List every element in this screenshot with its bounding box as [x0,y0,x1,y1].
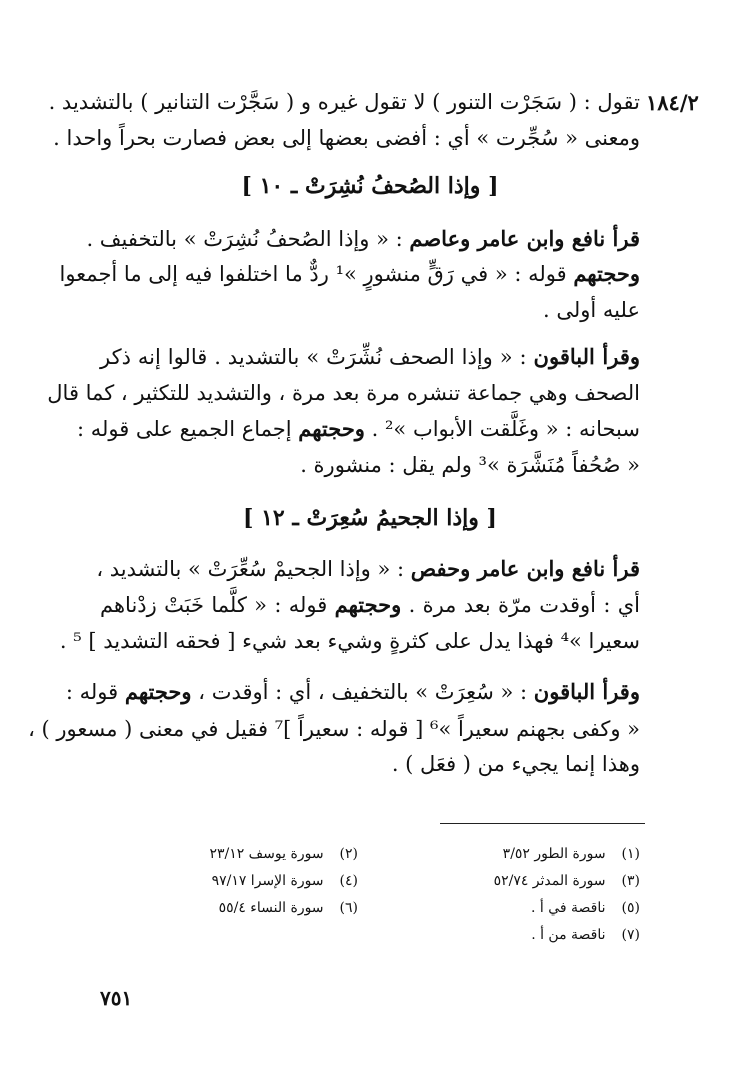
text-span: : « وإذا الصُحفُ نُشِرَتْ » بالتخفيف . [86,227,403,251]
footnote-text: سورة يوسف ٢٣/١٢ [209,846,324,862]
text-line: تقول : ( سَجَرْت التنور ) لا تقول غيره و ( سَجَّرْت التنانير ) بالتشديد . [48,90,640,114]
footnote-number: (١) [621,846,640,862]
text-line: الصحف وهي جماعة تنشره مرة بعد مرة ، والتشديد للتكثير ، كما قال [47,381,640,405]
argument-label: وحجتهم [298,416,365,441]
text-line [76,415,640,443]
text-line: « صُحُفاً مُنَشَّرَة »³ ولم يقل : منشورة . [300,453,640,477]
margin-reference-number: ١٨٤/٢ [646,90,699,115]
footnote-text: سورة الطور ٣/٥٢ [502,846,606,862]
footnote-item [531,900,640,916]
reader-names: قرأ نافع وابن عامر وعاصم [409,226,640,251]
text-line [86,225,640,253]
argument-label: وحجتهم [334,592,402,617]
footnote-item [531,927,640,943]
text-line: « وكفى بجهنم سعيراً »⁶ [ قوله : سعيراً ]⁷ فقيل في معنى ( مسعور ) ، [28,717,640,741]
reader-names: قرأ نافع وابن عامر وحفص [410,556,640,581]
text-line: وهذا إنما يجيء من ( فعَل ) . [391,752,640,776]
footnote-text: سورة الإسرا ٩٧/١٧ [211,873,324,889]
footnote-number: (٤) [339,873,358,889]
argument-label: وحجتهم [573,261,640,286]
text-span: قوله : « كلَّما خَبَتْ زدْناهم [100,593,328,617]
text-span: : « وإذا الجحيمْ سُعِّرَتْ » بالتشديد ، [96,557,405,581]
reader-names: وقرأ الباقون [533,344,640,369]
text-line [96,555,640,583]
text-span: سبحانه : « وغَلَّقت الأبواب »² . [371,417,640,441]
reader-names: وقرأ الباقون [533,679,640,704]
footnote-text: ناقصة في أ . [530,900,606,916]
text-line [100,343,640,371]
text-line: عليه أولى . [543,298,640,322]
text-line [100,591,640,619]
text-span: : « سُعِرَتْ » بالتخفيف ، أي : أوقدت ، [198,680,528,704]
page-number: ٧٥١ [100,986,133,1010]
text-span: أي : أوقدت مرّة بعد مرة . [408,593,640,617]
text-line: سعيرا »⁴ فهذا يدل على كثرةٍ وشيء بعد شيء [ فحقه التشديد ] ⁵ . [59,629,640,653]
text-line [59,260,640,288]
footnote-divider [440,823,645,824]
section-heading: [ وإذا الجحيمُ سُعِرَتْ ـ ١٢ ] [243,505,497,531]
text-span: إجماع الجميع على قوله : [76,417,292,441]
footnote-number: (٥) [621,900,640,916]
footnote-number: (٧) [621,927,640,943]
footnote-text: ناقصة من أ . [531,927,606,943]
footnote-number: (٣) [621,873,640,889]
text-span: : « وإذا الصحف نُشِّرَتْ » بالتشديد . قالوا إنه ذكر [100,345,527,369]
footnote-text: سورة المدثر ٥٢/٧٤ [493,873,606,889]
footnote-item [219,900,358,916]
footnote-text: سورة النساء ٥٥/٤ [218,900,324,916]
footnote-item [209,846,358,862]
footnote-item [503,846,640,862]
footnote-number: (٢) [339,846,358,862]
text-line [65,678,640,706]
argument-label: وحجتهم [124,679,192,704]
footnote-item [212,873,358,889]
text-span: قوله : « في رَقٍّ منشورٍ »¹ ردٌّ ما اختلفوا فيه إلى ما أجمعوا [59,262,567,286]
section-heading: [ وإذا الصُحفُ نُشِرَتْ ـ ١٠ ] [241,173,499,199]
text-span: قوله : [65,680,119,704]
footnote-item [494,873,640,889]
text-line: ومعنى « سُجِّرت » أي : أفضى بعضها إلى بعض فصارت بحراً واحدا . [53,126,640,150]
footnote-number: (٦) [339,900,358,916]
